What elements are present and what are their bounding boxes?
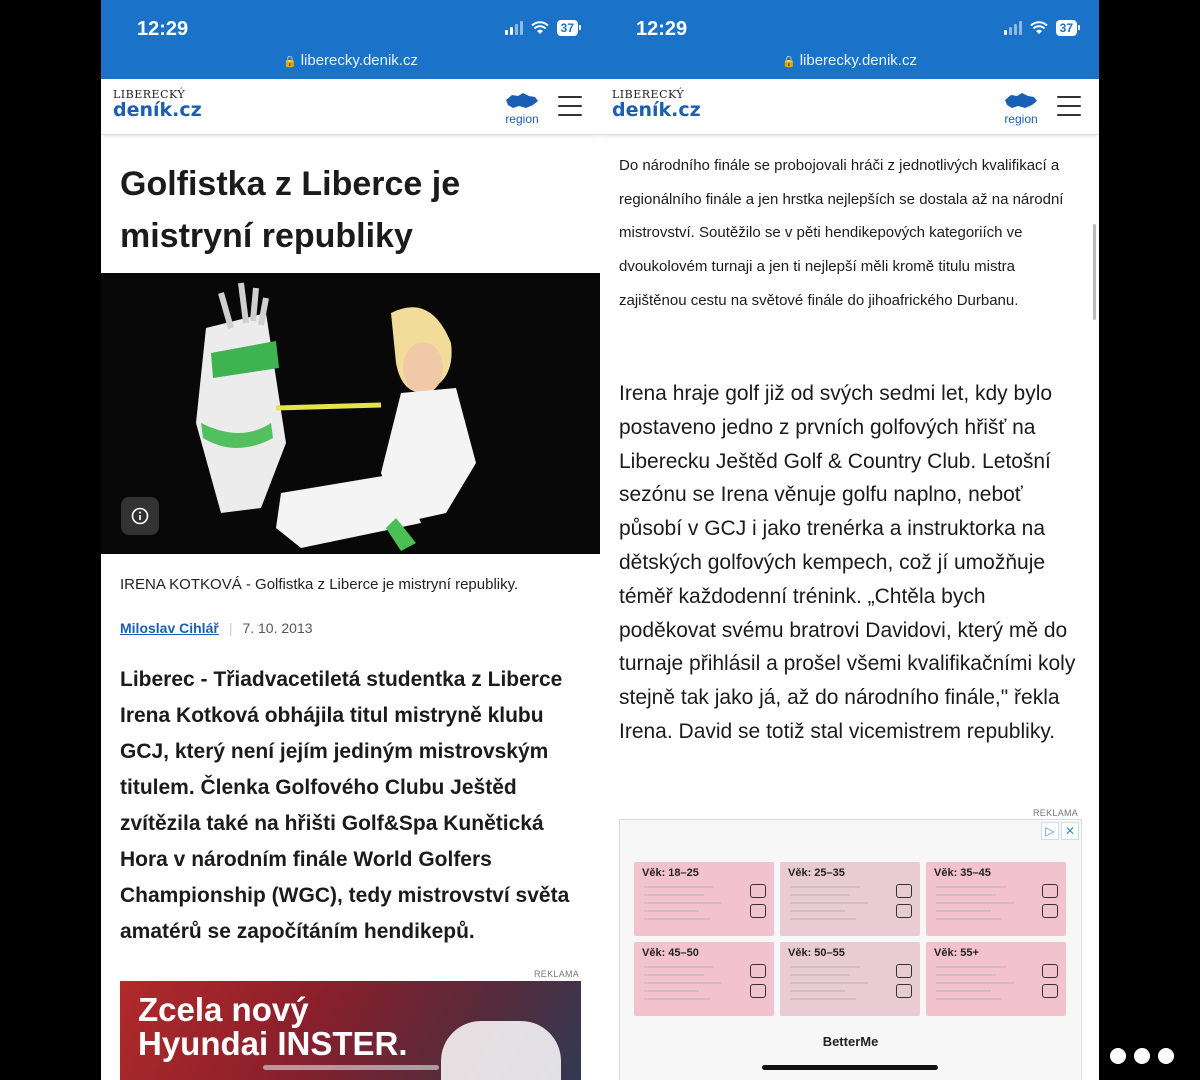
signal-icon xyxy=(505,21,523,35)
ad-label: REKLAMA xyxy=(1033,808,1079,818)
signal-icon xyxy=(1004,21,1022,35)
betterme-ad[interactable] xyxy=(619,819,1082,1080)
logo-line2: deník.cz xyxy=(113,99,202,121)
wifi-icon xyxy=(531,21,549,35)
region-label: region xyxy=(505,112,539,126)
logo-line1: LIBERECKÝ xyxy=(113,88,186,101)
food-icon xyxy=(750,884,766,898)
age-card xyxy=(634,942,774,1016)
info-icon[interactable] xyxy=(121,497,159,535)
region-button[interactable] xyxy=(504,91,540,126)
food-icon xyxy=(750,984,766,998)
site-header xyxy=(101,79,600,135)
food-icon xyxy=(1042,984,1058,998)
ad-brand: BetterMe xyxy=(822,1034,879,1049)
food-icon xyxy=(896,984,912,998)
status-time: 12:29 xyxy=(636,18,688,40)
age-card-title: Věk: 50–55 xyxy=(788,947,845,959)
lock-icon: 🔒 xyxy=(782,56,796,68)
ad-card-grid xyxy=(634,862,1066,1016)
close-ad-icon[interactable]: ✕ xyxy=(1061,822,1079,840)
adchoices-icon[interactable]: ▷ xyxy=(1041,822,1059,840)
site-header xyxy=(600,79,1099,135)
publish-date: 7. 10. 2013 xyxy=(242,620,313,636)
phone-screen-right xyxy=(600,0,1099,1080)
age-card-title: Věk: 45–50 xyxy=(642,947,699,959)
food-icon xyxy=(750,964,766,978)
ad-headline: Zcela nový Hyundai INSTER. xyxy=(138,991,408,1062)
age-card xyxy=(634,862,774,936)
age-card-title: Věk: 18–25 xyxy=(642,867,699,879)
scrollbar[interactable] xyxy=(1093,224,1096,320)
status-bar xyxy=(600,0,1099,79)
region-button[interactable] xyxy=(1003,91,1039,126)
food-icon xyxy=(896,904,912,918)
food-icon xyxy=(1042,884,1058,898)
home-indicator xyxy=(762,1065,938,1070)
food-icon xyxy=(896,884,912,898)
lock-icon: 🔒 xyxy=(283,56,297,68)
photo-caption: IRENA KOTKOVÁ - Golfistka z Liberce je mistryní republiky. xyxy=(120,576,519,593)
article-paragraph: Irena hraje golf již od svých sedmi let, kdy bylo postaveno jedno z prvních golfových hřišť na Liberecku Ještěd Golf & Country Club. Letošní sezónu se Irena věnuje golfu naplno, neboť působí v GCJ i jako trenérka a instruktorka na dětských golfových kempech, což jí umožňuje téměř každodenní trénink. „Chtěla bych poděkovat svému bratrovi Davidovi, který mě do turnaje přihlásil a prošel všemi kvalifikačními koly stejně tak jako já, až do národního finále," řekla Irena. David se totiž stal vicemistrem republiky. xyxy=(619,382,1076,743)
url-text: liberecky.denik.cz xyxy=(799,52,917,69)
age-card-title: Věk: 25–35 xyxy=(788,867,845,879)
age-card xyxy=(780,862,920,936)
author-link[interactable]: Miloslav Cihlář xyxy=(120,620,219,636)
article-paragraph: Do národního finále se probojovali hráči z jednotlivých kvalifikací a regionálního finále a jen hrstka nejlepších se dostala až na národní mistrovství. Soutěžilo se v pěti hendikepových kategoriích ve dvoukolovém turnaji a jen ti nejlepší měli kromě titulu mistra zajištěnou cestu na světové finále do jihoafrického Durbanu. xyxy=(619,157,1064,309)
url-bar[interactable] xyxy=(101,52,600,69)
czech-map-icon xyxy=(1003,91,1039,111)
ad-label: REKLAMA xyxy=(534,969,580,979)
byline-divider: | xyxy=(228,620,233,636)
site-logo[interactable] xyxy=(612,89,701,120)
logo-line1: LIBERECKÝ xyxy=(612,88,685,101)
age-card xyxy=(926,862,1066,936)
food-icon xyxy=(1042,964,1058,978)
status-time: 12:29 xyxy=(137,18,189,40)
golfer-photo-illustration xyxy=(101,273,600,554)
url-bar[interactable] xyxy=(600,52,1099,69)
site-logo[interactable] xyxy=(113,89,202,120)
region-label: region xyxy=(1004,112,1038,126)
wifi-icon xyxy=(1030,21,1048,35)
age-card xyxy=(780,942,920,1016)
more-options-icon[interactable] xyxy=(1110,1048,1174,1064)
age-card-title: Věk: 35–45 xyxy=(934,867,991,879)
phone-screen-left xyxy=(101,0,600,1080)
car-image xyxy=(441,1021,561,1080)
hamburger-menu-icon[interactable] xyxy=(1057,96,1081,116)
article-perex: Liberec - Třiadvacetiletá studentka z Liberce Irena Kotková obhájila titul mistryně klubu GCJ, který není jejím jediným mistrovským titulem. Členka Golfového Clubu Ještěd zvítězila také na hřišti Golf&Spa Kunětická Hora v národním finále World Golfers Championship (WGC), tedy mistrovství světa amatérů se započítáním hendikepů. xyxy=(120,668,570,943)
food-icon xyxy=(1042,904,1058,918)
age-card xyxy=(926,942,1066,1016)
food-icon xyxy=(750,904,766,918)
age-card-title: Věk: 55+ xyxy=(934,947,979,959)
food-icon xyxy=(896,964,912,978)
hamburger-menu-icon[interactable] xyxy=(558,96,582,116)
status-bar xyxy=(101,0,600,79)
article-photo xyxy=(101,273,600,554)
battery-icon: 37 xyxy=(1056,20,1077,36)
czech-map-icon xyxy=(504,91,540,111)
logo-line2: deník.cz xyxy=(612,99,701,121)
article-title: Golfistka z Liberce je mistryní republiky xyxy=(120,165,461,255)
home-indicator xyxy=(263,1065,439,1070)
ad-choices[interactable] xyxy=(1041,822,1079,840)
byline xyxy=(120,620,313,636)
battery-icon: 37 xyxy=(557,20,578,36)
url-text: liberecky.denik.cz xyxy=(300,52,418,69)
